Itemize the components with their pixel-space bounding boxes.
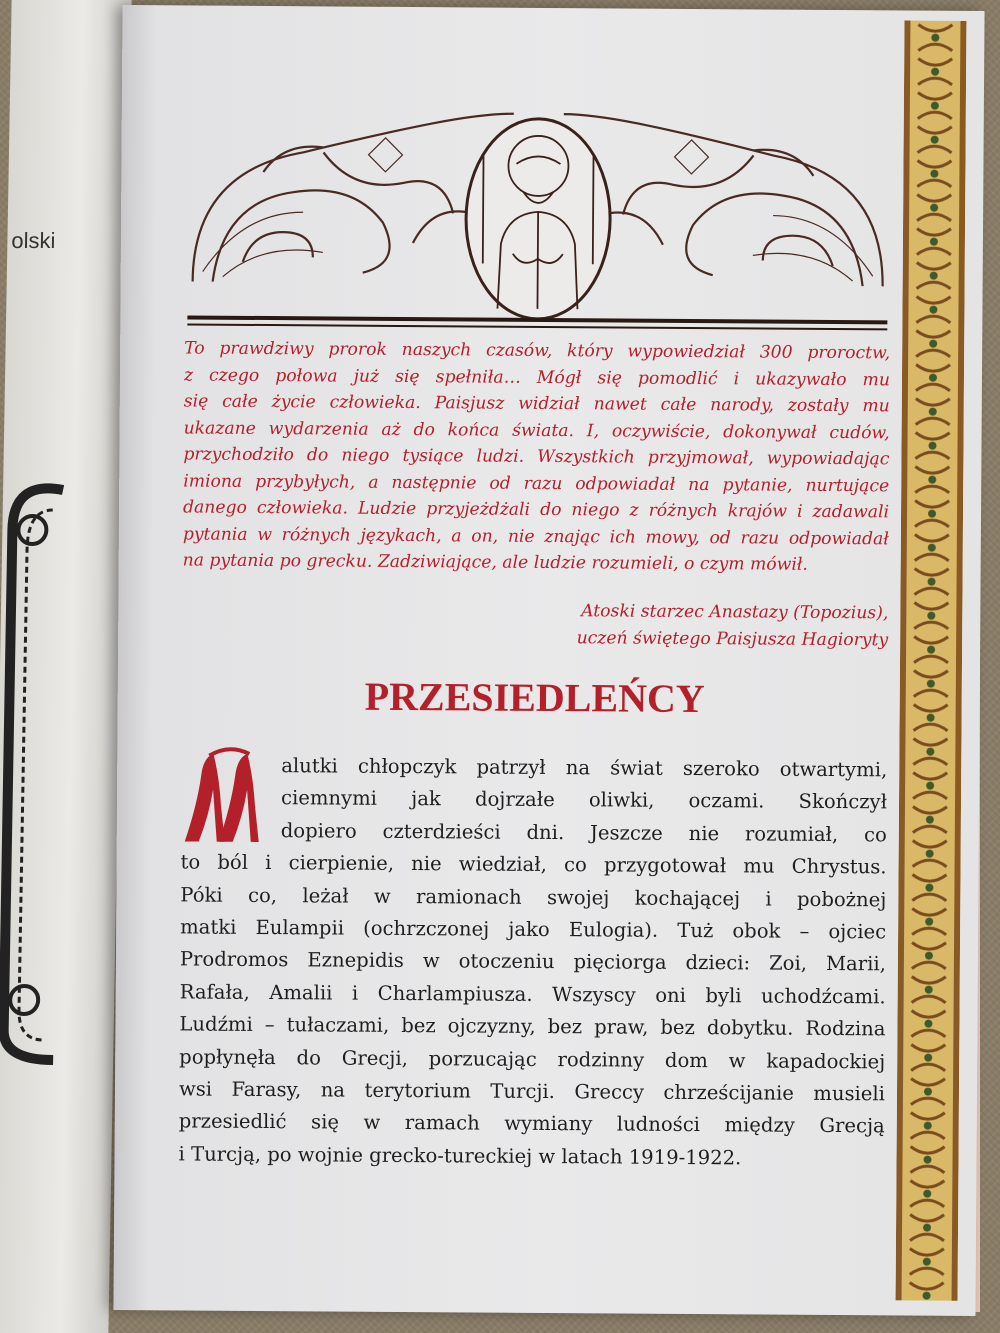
body-line: ciemnymi jak dojrzałe oliwki, oczami. Skończył [280,786,888,814]
body-line: to ból i cierpienie, nie wiedział, co przygotował mu Chrystus. [180,850,887,879]
saint-header-ornament-icon [182,91,894,336]
quote-line: To prawdziwy prorok naszych czasów, który wypowiedział 300 proroctw, [184,338,891,364]
chapter-heading: PRZESIEDLEŃCY [364,673,705,722]
body-line: popłynęła do Grecji, porzucając rodzinny dom w kapadockiej [179,1044,886,1073]
gold-border-icon [896,20,967,1300]
body-line: dopiero czterdzieści dni. Jeszcze nie rozumiał, co [280,818,887,847]
left-page-ornament-frame-icon [0,470,73,1070]
body-text [178,749,887,1175]
attribution-author: Atoski starzec Anastazy (Topozius), [581,601,889,624]
body-line: przesiedlić się w ramach wymiany ludności między Grecją [178,1109,885,1138]
body-line: Ludźmi – tułaczami, bez ojczyzny, bez praw, bez dobytku. Rodzina [179,1012,886,1041]
quote-block [183,335,891,578]
quote-attribution [182,595,888,653]
body-line: alutki chłopczyk patrzył na świat szeroko otwartymi, [281,754,888,782]
quote-line: przychodziło do niego tysiące ludzi. Wszystkich przyjmował, wypowiadając [183,444,890,470]
left-page-partial-text: olski [11,228,56,253]
body-line: i Turcją, po wojnie grecko-tureckiej w latach 1919-1922. [178,1142,742,1170]
quote-line: na pytania po grecku. Zadziwiające, ale ludzie rozumieli, o czym mówił. [182,550,808,575]
quote-line: pytania w różnych językach, a on, nie znając ich mowy, od razu odpowiadał [182,523,889,549]
quote-line: z czego połowa już się spełniła… Mógł się pomodlić i ukazywało mu [183,364,891,390]
body-line: Póki co, leżał w ramionach swojej kochającej i pobożnej [180,882,887,911]
body-line: Prodromos Eznepidis w otoczeniu pięciorga dzieci: Zoi, Marii, [179,947,886,976]
body-line: Rafała, Amalii i Charlampiusza. Wszyscy oni byli uchodźcami. [179,980,886,1009]
quote-line: się całe życie człowieka. Paisjusz widział nawet całe narody, zostały mu [183,391,890,417]
book-page [113,5,984,1316]
quote-line: imiona przybyłych, a następnie od razu odpowiadał na pytanie, nurtujące [183,470,890,496]
attribution-title: uczeń świętego Paisjusza Hagioryty [576,627,889,650]
left-page [0,0,132,1333]
body-line: matki Eulampii (ochrzczonej jako Eulogia). Tuż obok – ojciec [180,915,887,944]
quote-line: danego człowieka. Ludzie przyjeżdżali do niego z różnych krajów i zadawali [182,497,890,523]
body-line: wsi Farasy, na terytorium Turcji. Greccy chrześcijanie musieli [178,1077,886,1106]
quote-line: ukazane wydarzenia aż do końca świata. I, oczywiście, dokonywał cudów, [183,417,890,443]
